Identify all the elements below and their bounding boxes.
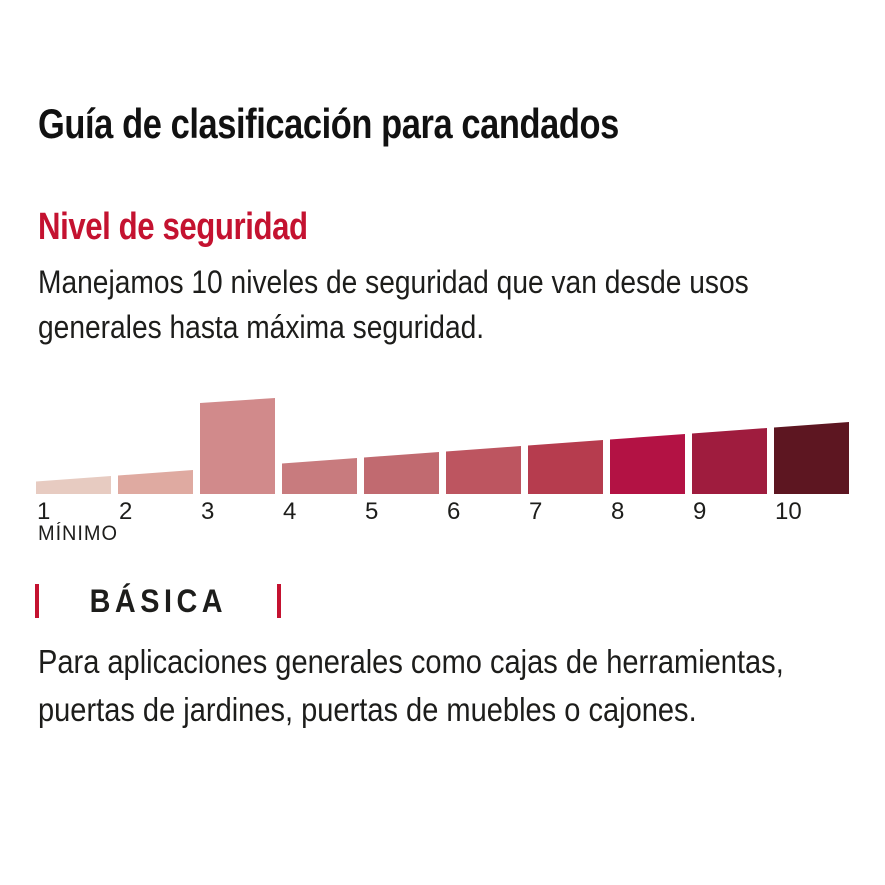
bar-label-3: 3 [201,498,215,525]
bar-label-8: 8 [611,498,625,525]
bar-level-2 [118,470,193,494]
bar-level-9 [692,428,767,494]
bar-level-10 [774,422,849,494]
bar-level-5 [364,452,439,494]
category-label: BÁSICA [89,582,227,619]
bar-level-1 [36,476,111,494]
bar-level-7 [528,440,603,494]
category-description-line-2: puertas de jardines, puertas de muebles o cajones. [38,691,697,728]
minimum-annotation: MÍNIMO [38,522,118,545]
category-description [38,638,784,734]
bar-label-10: 10 [775,498,802,525]
left-tick-mark [35,584,39,618]
security-level-description [38,260,749,350]
bar-label-9: 9 [693,498,707,525]
bar-label-6: 6 [447,498,461,525]
category-description-line-1: Para aplicaciones generales como cajas de herramientas, [38,643,784,680]
bar-level-3 [200,398,275,494]
security-levels-bar-chart [0,390,885,550]
description-line-1: Manejamos 10 niveles de seguridad que van desde usos [38,264,749,300]
security-level-heading: Nivel de seguridad [38,206,308,248]
right-tick-mark [277,584,281,618]
bar-level-4 [282,458,357,494]
bar-label-7: 7 [529,498,543,525]
description-line-2: generales hasta máxima seguridad. [38,309,485,345]
bar-level-6 [446,446,521,494]
page-title: Guía de clasificación para candados [38,100,619,147]
bar-label-2: 2 [119,498,133,525]
bar-level-8 [610,434,685,494]
bar-label-1: 1 [37,498,51,525]
bar-label-5: 5 [365,498,379,525]
category-row [35,583,281,619]
bar-label-4: 4 [283,498,297,525]
